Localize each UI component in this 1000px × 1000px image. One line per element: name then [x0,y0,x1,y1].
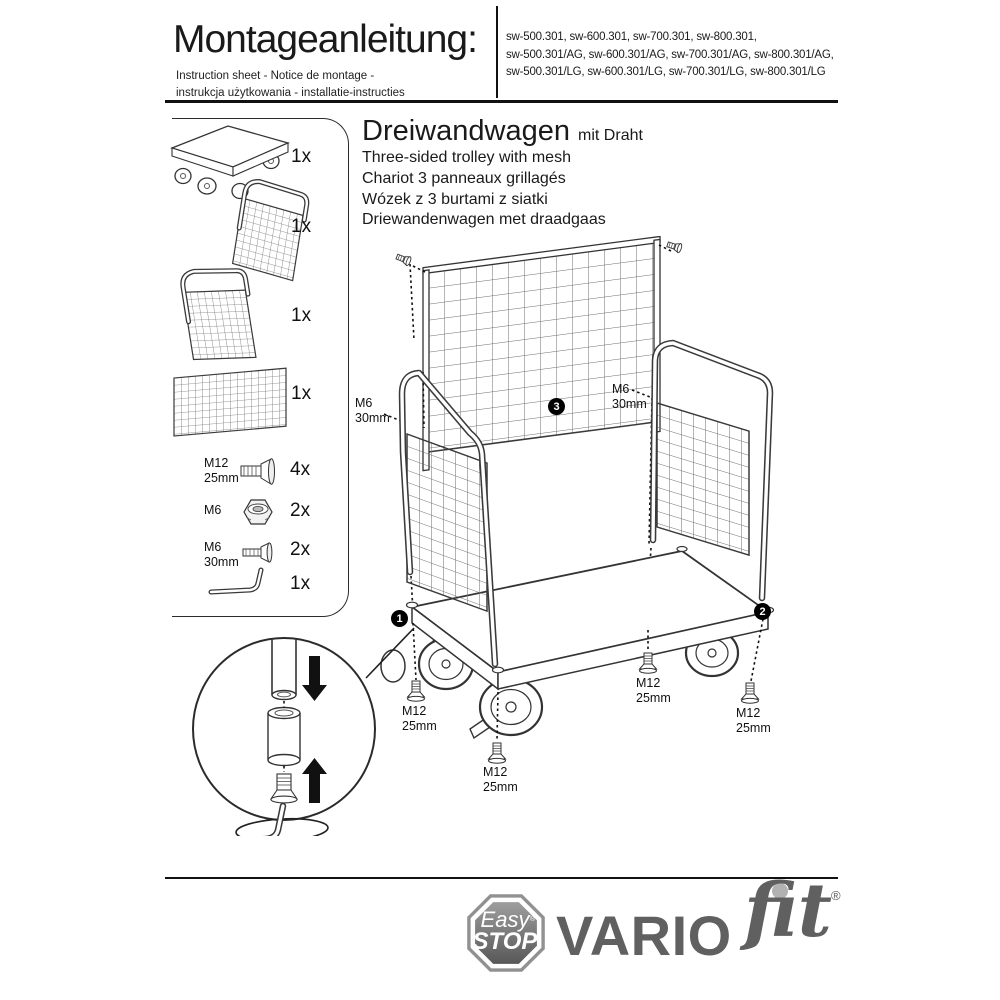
model-codes-line: sw-500.301/AG, sw-600.301/AG, sw-700.301/AG, sw-800.301/AG, [506,48,834,61]
product-title-de: Dreiwandwagen mit Draht [362,115,643,147]
subtitle-line1: Instruction sheet - Notice de montage - [176,70,375,82]
fastener-label-m6-screw: M6 30mm [204,540,239,569]
step-badge-3: 3 [548,398,565,415]
subtitle-line2: instrukcja użytkowania - installatie-instructies [176,87,405,99]
m12-screw-1 [408,681,425,701]
step-badge-1: 1 [391,610,408,627]
page-title: Montageanleitung: [173,18,477,61]
trolley-assembly-illustration [180,236,840,836]
callout-m6-right: M6 30mm [612,382,647,411]
easy-stop-logo [462,886,550,978]
part-qty: 2x [290,539,311,560]
variofit-logo-vario: VARIO [556,904,732,967]
part-qty: 1x [291,146,312,167]
easy-stop-text-stop: STOP [472,928,538,955]
m6-screw-top-right [666,240,683,253]
part-qty: 1x [291,216,312,237]
header-divider [496,6,498,98]
part-qty: 2x [290,500,311,521]
m12-screw-4 [742,683,759,703]
fastener-label-m6-nut: M6 [204,503,222,517]
callout-m6-left: M6 30mm [355,396,390,425]
part-qty: 1x [291,305,312,326]
assembly-detail-circle [193,630,375,836]
product-title-en: Three-sided trolley with mesh [362,149,571,166]
fastener-label-m12: M12 25mm [204,456,239,485]
part-qty: 1x [290,573,311,594]
back-mesh-panel [423,236,660,470]
product-title-nl: Driewandenwagen met draadgaas [362,211,606,228]
part-qty: 4x [290,459,311,480]
product-title-fr: Chariot 3 panneaux grillagés [362,170,566,187]
header-rule [165,100,838,103]
callout-m12-4: M12 25mm [736,706,771,735]
easy-stop-reg: ® [530,916,536,923]
m12-screw-2 [489,743,506,763]
model-codes [506,29,834,82]
easy-stop-text-easy: Easy [480,907,530,932]
callout-m12-3: M12 25mm [636,676,671,705]
variofit-logo-fit: fit [744,868,832,954]
product-title-pl: Wózek z 3 burtami z siatki [362,191,548,208]
callout-m12-2: M12 25mm [483,765,518,794]
variofit-logo-reg: ® [831,888,841,903]
model-codes-line: sw-500.301/LG, sw-600.301/LG, sw-700.301/LG, sw-800.301/LG [506,66,826,78]
part-qty: 1x [291,383,312,404]
step-badge-2: 2 [754,603,771,620]
product-title-de-suffix: mit Draht [578,127,643,144]
footer-rule [165,877,838,879]
callout-m12-1: M12 25mm [402,704,437,733]
part-platform-illustration [172,126,288,199]
model-codes-line: sw-500.301, sw-600.301, sw-700.301, sw-800.301, [506,31,757,43]
